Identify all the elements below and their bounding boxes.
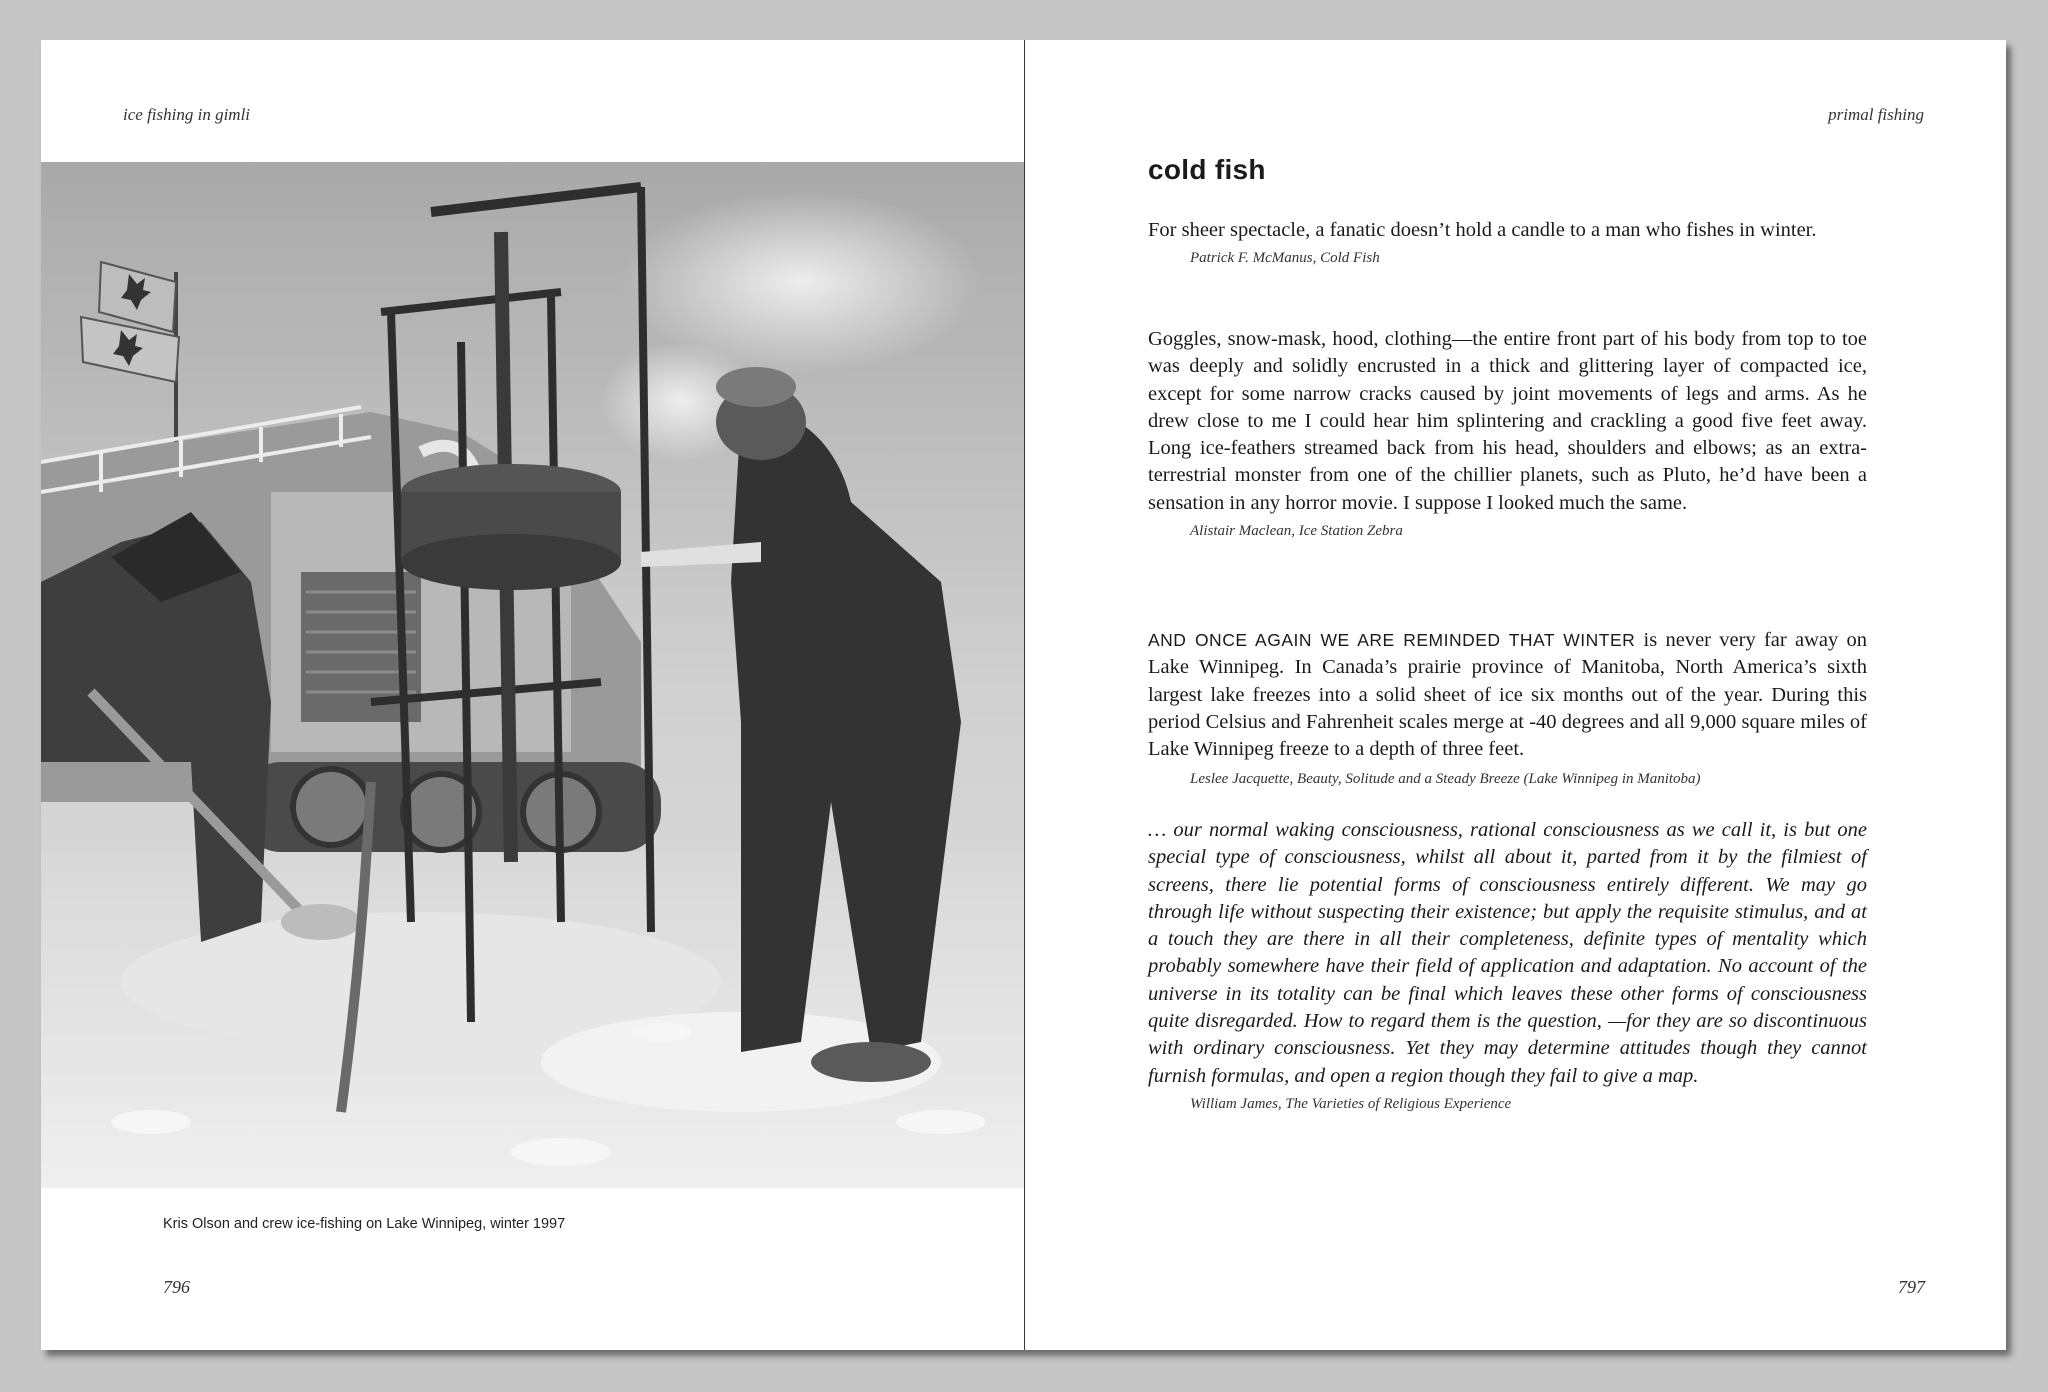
left-page — [41, 40, 1024, 1350]
quote-text: … our normal waking consciousness, rational consciousness as we call it, is but one special type of consciousness, whilst all about it, parted from it by the filmiest of screens, there lie potential forms of consciousness entirely different. We may go through life without suspecting their existence; but apply the requisite stimulus, and at a touch they are there in all their completeness, definite types of mentality which probably somewhere have their field of application and adaptation. No account of the universe in its totality can be final which leaves these other forms of consciousness quite disregarded. How to regard them is the question, —for they are so discontinuous with ordinary consciousness. Yet they may determine attitudes though they cannot furnish formulas, and open a region though they fail to give a map. — [1148, 819, 1867, 1087]
photo-caption: Kris Olson and crew ice-fishing on Lake Winnipeg, winter 1997 — [163, 1216, 566, 1232]
running-head-right: primal fishing — [1828, 105, 1924, 124]
quote-text: For sheer spectacle, a fanatic doesn’t hold a candle to a man who fishes in winter. — [1148, 219, 1817, 241]
page-number-right: 797 — [1898, 1277, 1925, 1297]
running-head-left: ice fishing in gimli — [123, 105, 251, 124]
quote-block-2 — [1148, 326, 1867, 540]
section-lead-in: AND ONCE AGAIN WE ARE REMINDED THAT WINTER — [1148, 630, 1636, 650]
quote-attribution: Leslee Jacquette, Beauty, Solitude and a Steady Breeze (Lake Winnipeg in Manitoba) — [1190, 771, 1701, 788]
quote-block-1 — [1148, 217, 1867, 267]
right-page — [1025, 40, 2006, 1350]
quote-block-4 — [1148, 817, 1867, 1113]
quote-text — [1148, 627, 1867, 763]
ice-fishing-photo — [41, 162, 1024, 1188]
quote-attribution: William James, The Varieties of Religious Experience — [1190, 1095, 1512, 1112]
book-spread — [41, 40, 2006, 1350]
quote-text: Goggles, snow-mask, hood, clothing—the entire front part of his body from top to toe was deeply and solidly encrusted in a thick and glittering layer of compacted ice, except for some narrow cracks caused by joint movements of legs and arms. As he drew close to me I could hear him splintering and crackling a good five feet away. Long ice-feathers streamed back from his head, shoulders and elbows; as an extra-terrestrial monster from one of the chillier planets, such as Pluto, he’d have been a sensation in any horror movie. I suppose I looked much the same. — [1148, 328, 1867, 514]
quote-block-3 — [1148, 627, 1867, 788]
quote-attribution: Patrick F. McManus, Cold Fish — [1190, 250, 1380, 267]
chapter-title: cold fish — [1148, 154, 1266, 185]
page-number-left: 796 — [163, 1277, 190, 1297]
quote-body: is never very far away on Lake Winnipeg. In Canada’s prairie province of Manitoba, North America’s sixth largest lake freezes into a solid sheet of ice six months out of the year. During this period Celsius and Fahrenheit scales merge at -40 degrees and all 9,000 square miles of Lake Winnipeg freeze to a depth of three feet. — [1148, 629, 1867, 761]
quote-attribution: Alistair Maclean, Ice Station Zebra — [1190, 523, 1403, 540]
